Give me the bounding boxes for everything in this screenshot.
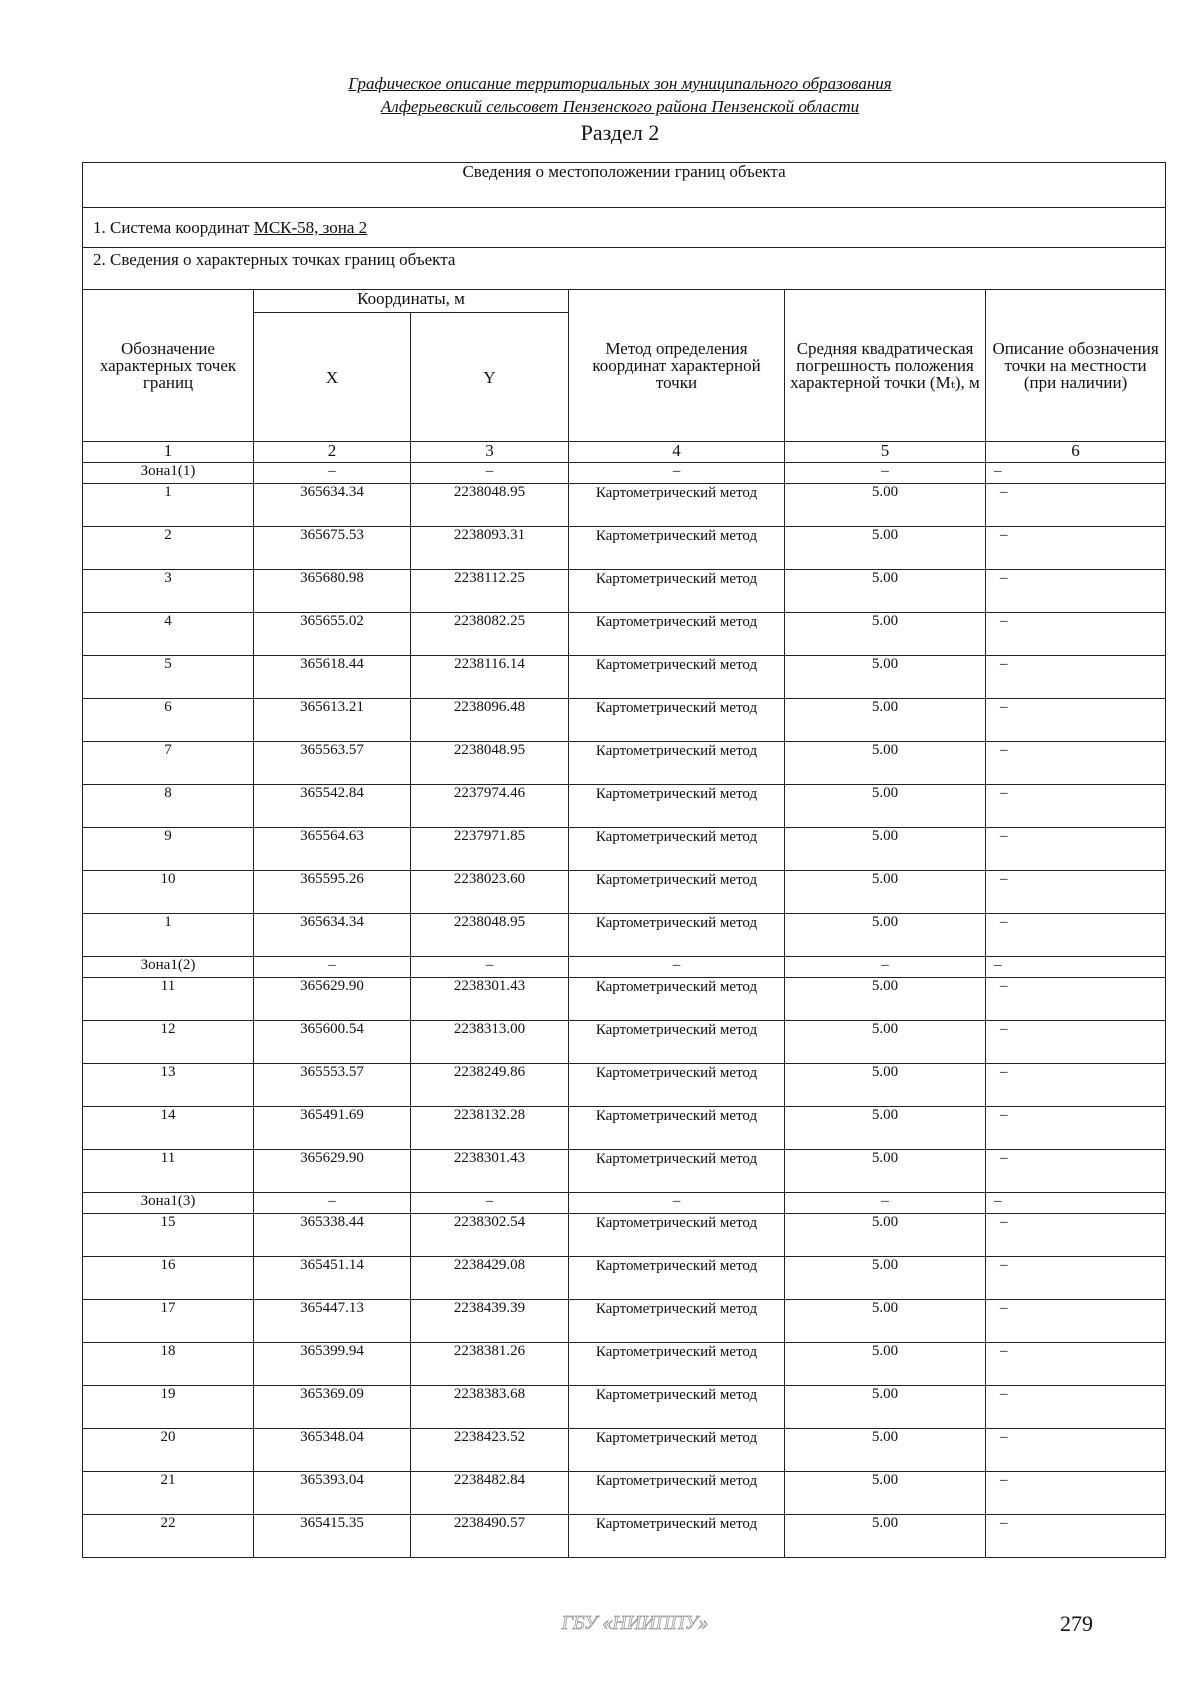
- point-description: –: [986, 1515, 1166, 1558]
- point-description: –: [986, 699, 1166, 742]
- point-number: 7: [83, 742, 254, 785]
- point-description: –: [986, 1343, 1166, 1386]
- header-line-1: Графическое описание территориальных зон муниципального образования: [348, 74, 892, 93]
- col-header-coordinates: Координаты, м: [254, 290, 569, 313]
- point-error: 5.00: [785, 978, 986, 1021]
- col-number: 2: [254, 442, 411, 463]
- point-x: 365399.94: [254, 1343, 411, 1386]
- page-number: 279: [1060, 1611, 1093, 1636]
- point-x: 365564.63: [254, 828, 411, 871]
- column-number-row: [83, 442, 1166, 463]
- coordinate-system-label: 1. Система координат: [93, 218, 254, 237]
- point-x: 365338.44: [254, 1214, 411, 1257]
- point-error: 5.00: [785, 1472, 986, 1515]
- zone-dash: –: [411, 957, 569, 978]
- table-row: [83, 1343, 1166, 1386]
- zone-dash: –: [411, 1193, 569, 1214]
- point-error: 5.00: [785, 1257, 986, 1300]
- coordinate-system-value: МСК-58, зона 2: [253, 218, 368, 237]
- point-y: 2238482.84: [411, 1472, 569, 1515]
- point-error: 5.00: [785, 1214, 986, 1257]
- point-error: 5.00: [785, 484, 986, 527]
- point-number: 6: [83, 699, 254, 742]
- col-number: 3: [411, 442, 569, 463]
- point-description: –: [986, 484, 1166, 527]
- table-row: [83, 484, 1166, 527]
- point-y: 2238302.54: [411, 1214, 569, 1257]
- table-row: [83, 613, 1166, 656]
- point-error: 5.00: [785, 656, 986, 699]
- point-description: –: [986, 871, 1166, 914]
- point-error: 5.00: [785, 1343, 986, 1386]
- zone-name: Зона1(2): [83, 957, 254, 978]
- point-description: –: [986, 1472, 1166, 1515]
- zone-dash: –: [254, 1193, 411, 1214]
- point-x: 365600.54: [254, 1021, 411, 1064]
- table-row: [83, 1214, 1166, 1257]
- point-y: 2238383.68: [411, 1386, 569, 1429]
- coordinate-system-row: [83, 208, 1166, 248]
- point-number: 17: [83, 1300, 254, 1343]
- col-header-y: Y: [411, 313, 569, 442]
- point-error: 5.00: [785, 1064, 986, 1107]
- zone-dash: –: [986, 1193, 1166, 1214]
- point-y: 2238048.95: [411, 914, 569, 957]
- table-title: Сведения о местоположении границ объекта: [83, 163, 1166, 208]
- point-description: –: [986, 656, 1166, 699]
- point-error: 5.00: [785, 1429, 986, 1472]
- point-y: 2238301.43: [411, 1150, 569, 1193]
- table-row: [83, 914, 1166, 957]
- point-y: 2238093.31: [411, 527, 569, 570]
- header-line-2: Алферьевский сельсовет Пензенского района Пензенской области: [380, 97, 860, 116]
- zone-dash: –: [785, 957, 986, 978]
- point-description: –: [986, 1429, 1166, 1472]
- points-info-row: [83, 248, 1166, 290]
- point-error: 5.00: [785, 914, 986, 957]
- zone-dash: –: [569, 1193, 785, 1214]
- point-method: Картометрический метод: [569, 570, 785, 613]
- zone-dash: –: [785, 463, 986, 484]
- point-x: 365553.57: [254, 1064, 411, 1107]
- table-row: [83, 1515, 1166, 1558]
- point-number: 20: [83, 1429, 254, 1472]
- document-header: [0, 72, 1200, 148]
- zone-row: [83, 463, 1166, 484]
- point-error: 5.00: [785, 1150, 986, 1193]
- point-number: 15: [83, 1214, 254, 1257]
- point-description: –: [986, 613, 1166, 656]
- point-description: –: [986, 1386, 1166, 1429]
- table-title-row: [83, 163, 1166, 208]
- point-y: 2237974.46: [411, 785, 569, 828]
- col-number: 5: [785, 442, 986, 463]
- point-y: 2238112.25: [411, 570, 569, 613]
- point-number: 1: [83, 914, 254, 957]
- point-x: 365595.26: [254, 871, 411, 914]
- point-method: Картометрический метод: [569, 1150, 785, 1193]
- table-row: [83, 699, 1166, 742]
- point-x: 365491.69: [254, 1107, 411, 1150]
- point-y: 2238096.48: [411, 699, 569, 742]
- zone-row: [83, 1193, 1166, 1214]
- point-description: –: [986, 1064, 1166, 1107]
- point-x: 365680.98: [254, 570, 411, 613]
- point-description: –: [986, 828, 1166, 871]
- point-y: 2238301.43: [411, 978, 569, 1021]
- table-row: [83, 828, 1166, 871]
- column-header-row-1: [83, 290, 1166, 313]
- point-method: Картометрический метод: [569, 914, 785, 957]
- point-method: Картометрический метод: [569, 1386, 785, 1429]
- table-row: [83, 1150, 1166, 1193]
- point-x: 365348.04: [254, 1429, 411, 1472]
- section-title: Раздел 2: [580, 120, 660, 145]
- point-error: 5.00: [785, 1021, 986, 1064]
- point-x: 365369.09: [254, 1386, 411, 1429]
- point-number: 10: [83, 871, 254, 914]
- point-description: –: [986, 978, 1166, 1021]
- point-number: 8: [83, 785, 254, 828]
- point-method: Картометрический метод: [569, 1472, 785, 1515]
- point-error: 5.00: [785, 1515, 986, 1558]
- coordinate-system: [83, 208, 1166, 248]
- col-header-error: Средняя квадратическая погрешность положения характерной точки (Mₜ), м: [785, 290, 986, 442]
- table-row: [83, 570, 1166, 613]
- point-method: Картометрический метод: [569, 1257, 785, 1300]
- col-number: 6: [986, 442, 1166, 463]
- point-x: 365675.53: [254, 527, 411, 570]
- point-error: 5.00: [785, 871, 986, 914]
- point-method: Картометрический метод: [569, 1515, 785, 1558]
- point-method: Картометрический метод: [569, 828, 785, 871]
- point-y: 2238048.95: [411, 742, 569, 785]
- point-error: 5.00: [785, 828, 986, 871]
- point-number: 12: [83, 1021, 254, 1064]
- point-error: 5.00: [785, 570, 986, 613]
- point-method: Картометрический метод: [569, 1107, 785, 1150]
- point-error: 5.00: [785, 1107, 986, 1150]
- zone-row: [83, 957, 1166, 978]
- point-number: 21: [83, 1472, 254, 1515]
- point-number: 2: [83, 527, 254, 570]
- point-x: 365415.35: [254, 1515, 411, 1558]
- zone-dash: –: [569, 957, 785, 978]
- point-x: 365655.02: [254, 613, 411, 656]
- point-number: 5: [83, 656, 254, 699]
- point-number: 13: [83, 1064, 254, 1107]
- col-header-x: X: [254, 313, 411, 442]
- point-error: 5.00: [785, 699, 986, 742]
- point-number: 22: [83, 1515, 254, 1558]
- point-x: 365629.90: [254, 1150, 411, 1193]
- point-error: 5.00: [785, 1300, 986, 1343]
- boundary-points-table: [82, 162, 1166, 1558]
- zone-dash: –: [254, 463, 411, 484]
- col-header-description: Описание обозначения точки на местности (при наличии): [986, 290, 1166, 442]
- table-row: [83, 1257, 1166, 1300]
- point-x: 365613.21: [254, 699, 411, 742]
- point-description: –: [986, 570, 1166, 613]
- zone-dash: –: [986, 463, 1166, 484]
- point-description: –: [986, 914, 1166, 957]
- point-x: 365634.34: [254, 484, 411, 527]
- point-method: Картометрический метод: [569, 1214, 785, 1257]
- point-number: 1: [83, 484, 254, 527]
- point-description: –: [986, 1300, 1166, 1343]
- table-row: [83, 785, 1166, 828]
- point-x: 365393.04: [254, 1472, 411, 1515]
- footer-organization: ГБУ «НИИППУ»: [561, 1612, 709, 1634]
- point-method: Картометрический метод: [569, 785, 785, 828]
- point-method: Картометрический метод: [569, 613, 785, 656]
- table-row: [83, 742, 1166, 785]
- point-method: Картометрический метод: [569, 978, 785, 1021]
- point-description: –: [986, 1107, 1166, 1150]
- point-y: 2238116.14: [411, 656, 569, 699]
- table-row: [83, 871, 1166, 914]
- point-y: 2238082.25: [411, 613, 569, 656]
- point-error: 5.00: [785, 785, 986, 828]
- point-method: Картометрический метод: [569, 1343, 785, 1386]
- point-x: 365447.13: [254, 1300, 411, 1343]
- point-y: 2238313.00: [411, 1021, 569, 1064]
- point-description: –: [986, 1021, 1166, 1064]
- col-number: 4: [569, 442, 785, 463]
- point-x: 365563.57: [254, 742, 411, 785]
- point-description: –: [986, 1257, 1166, 1300]
- point-y: 2238381.26: [411, 1343, 569, 1386]
- point-y: 2238132.28: [411, 1107, 569, 1150]
- point-x: 365634.34: [254, 914, 411, 957]
- point-number: 18: [83, 1343, 254, 1386]
- point-x: 365542.84: [254, 785, 411, 828]
- table-row: [83, 1300, 1166, 1343]
- point-x: 365629.90: [254, 978, 411, 1021]
- zone-dash: –: [411, 463, 569, 484]
- point-method: Картометрический метод: [569, 1064, 785, 1107]
- point-number: 3: [83, 570, 254, 613]
- col-header-designation: Обозначение характерных точек границ: [83, 290, 254, 442]
- zone-dash: –: [569, 463, 785, 484]
- point-number: 11: [83, 1150, 254, 1193]
- point-y: 2237971.85: [411, 828, 569, 871]
- point-number: 4: [83, 613, 254, 656]
- point-method: Картометрический метод: [569, 527, 785, 570]
- point-x: 365451.14: [254, 1257, 411, 1300]
- point-description: –: [986, 1214, 1166, 1257]
- point-error: 5.00: [785, 527, 986, 570]
- zone-name: Зона1(3): [83, 1193, 254, 1214]
- point-number: 19: [83, 1386, 254, 1429]
- point-error: 5.00: [785, 742, 986, 785]
- zone-dash: –: [254, 957, 411, 978]
- point-y: 2238249.86: [411, 1064, 569, 1107]
- table-row: [83, 656, 1166, 699]
- table-row: [83, 1021, 1166, 1064]
- table-row: [83, 1386, 1166, 1429]
- col-header-method: Метод определения координат характерной точки: [569, 290, 785, 442]
- point-error: 5.00: [785, 1386, 986, 1429]
- point-y: 2238048.95: [411, 484, 569, 527]
- zone-dash: –: [986, 957, 1166, 978]
- point-number: 16: [83, 1257, 254, 1300]
- point-y: 2238423.52: [411, 1429, 569, 1472]
- point-number: 11: [83, 978, 254, 1021]
- point-method: Картометрический метод: [569, 742, 785, 785]
- point-number: 14: [83, 1107, 254, 1150]
- point-description: –: [986, 785, 1166, 828]
- table-row: [83, 1064, 1166, 1107]
- zone-dash: –: [785, 1193, 986, 1214]
- table-row: [83, 1429, 1166, 1472]
- table-row: [83, 978, 1166, 1021]
- point-number: 9: [83, 828, 254, 871]
- point-method: Картометрический метод: [569, 1021, 785, 1064]
- point-x: 365618.44: [254, 656, 411, 699]
- point-description: –: [986, 742, 1166, 785]
- table-row: [83, 527, 1166, 570]
- point-y: 2238429.08: [411, 1257, 569, 1300]
- point-method: Картометрический метод: [569, 1429, 785, 1472]
- point-method: Картометрический метод: [569, 699, 785, 742]
- point-y: 2238490.57: [411, 1515, 569, 1558]
- point-y: 2238023.60: [411, 871, 569, 914]
- points-info: 2. Сведения о характерных точках границ объекта: [83, 248, 1166, 290]
- table-row: [83, 1107, 1166, 1150]
- point-description: –: [986, 1150, 1166, 1193]
- point-description: –: [986, 527, 1166, 570]
- point-method: Картометрический метод: [569, 656, 785, 699]
- point-method: Картометрический метод: [569, 871, 785, 914]
- col-number: 1: [83, 442, 254, 463]
- point-y: 2238439.39: [411, 1300, 569, 1343]
- point-method: Картометрический метод: [569, 1300, 785, 1343]
- point-method: Картометрический метод: [569, 484, 785, 527]
- zone-name: Зона1(1): [83, 463, 254, 484]
- table-row: [83, 1472, 1166, 1515]
- point-error: 5.00: [785, 613, 986, 656]
